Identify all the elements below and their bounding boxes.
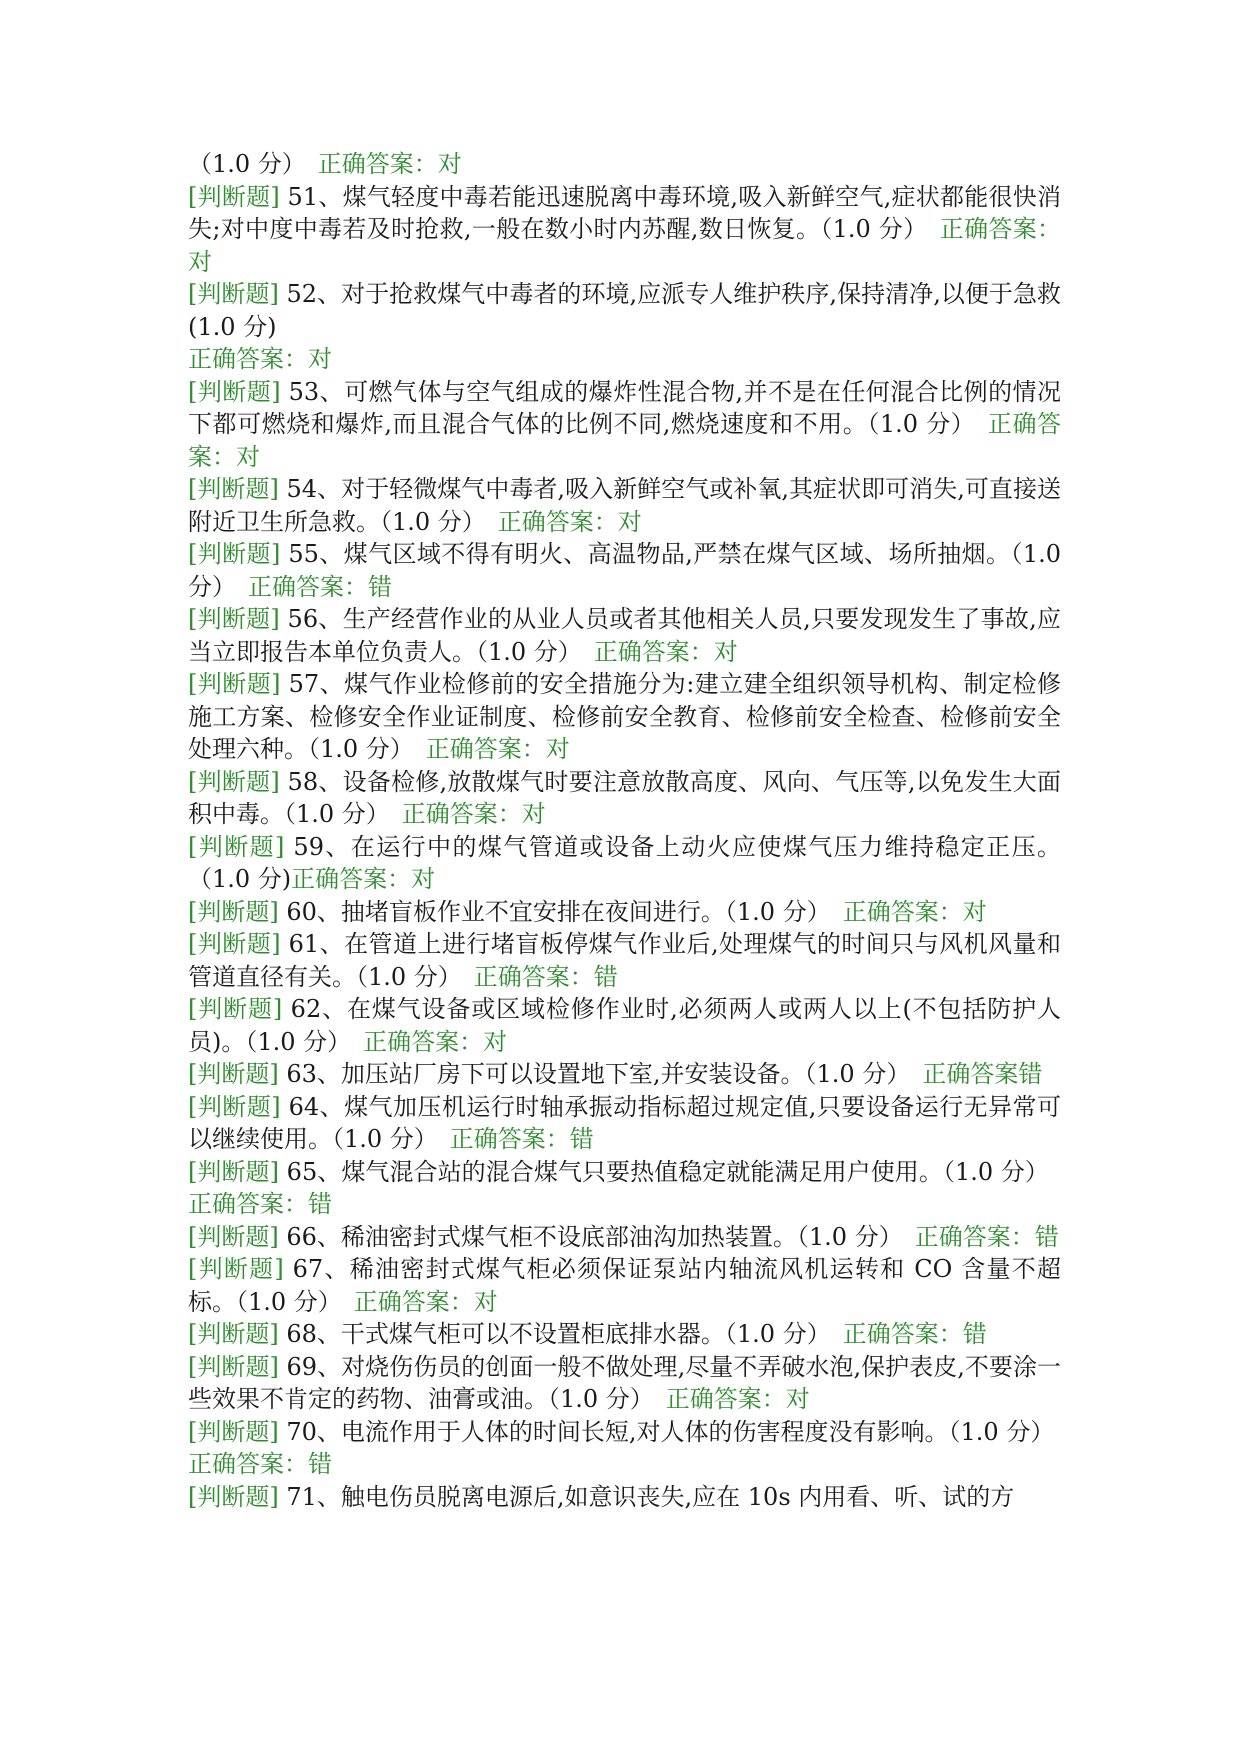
question-text: 66、稀油密封式煤气柜不设底部油沟加热装置。 — [278, 1222, 797, 1251]
question-score: （1.0 分） — [867, 410, 964, 438]
question-type-tag: [判断题] — [188, 475, 279, 503]
correct-answer: 正确答案错 — [898, 1060, 1043, 1088]
correct-answer: 正确答案：对 — [291, 865, 436, 893]
question-score: （1.0 分） — [820, 215, 916, 243]
correct-answer: 正确答案：错 — [890, 1222, 1059, 1251]
correct-answer: 正确答案：对 — [641, 1385, 810, 1413]
question-type-tag: [判断题] — [188, 1222, 279, 1251]
question-item — [188, 993, 1061, 1058]
question-type-tag: [判断题] — [188, 930, 281, 958]
question-text: 58、设备检修,放散煤气时要注意放散高度、风向、气压等,以免发生大面积中毒。 — [188, 767, 1061, 828]
question-score: （1.0 分） — [188, 540, 1062, 601]
question-text: 52、对于抢救煤气中毒者的环境,应派专人维护秩序,保持清净,以便于急救 — [278, 280, 1061, 308]
question-item — [188, 278, 1061, 376]
question-type-tag: [判断题] — [188, 767, 280, 796]
question-item — [188, 1351, 1061, 1416]
question-type-tag: [判断题] — [188, 832, 285, 861]
document-page — [188, 148, 1067, 1513]
question-item — [188, 181, 1061, 279]
correct-answer: 正确答案：对 — [293, 150, 462, 178]
question-type-tag: [判断题] — [188, 670, 281, 698]
question-score: （1.0 分） — [188, 150, 294, 178]
question-text: 65、煤气混合站的混合煤气只要热值稳定就能满足用户使用。 — [278, 1157, 943, 1186]
question-item — [188, 538, 1061, 603]
question-score: （1.0 分） — [236, 1287, 330, 1316]
question-score: （1.0 分） — [332, 1125, 426, 1153]
question-text: 59、在运行中的煤气管道或设备上动火应使煤气压力维持稳定正压。 — [284, 832, 1061, 861]
question-item — [188, 831, 1061, 896]
correct-answer: 正确答案：错 — [818, 1320, 987, 1348]
correct-answer: 正确答案：对 — [401, 735, 570, 763]
question-text: 54、对于轻微煤气中毒者,吸入新鲜空气或补氧,其症状即可消失,可直接送附近卫生所急救。 — [188, 475, 1061, 536]
question-item — [188, 148, 1061, 181]
question-score: (1.0 分) — [188, 312, 277, 341]
question-text: 55、煤气区域不得有明火、高温物品,严禁在煤气区域、场所抽烟。 — [280, 540, 1011, 568]
question-text: 57、煤气作业检修前的安全措施分为:建立建全组织领导机构、制定检修施工方案、检修安全作业证制度、检修前安全教育、检修前安全检查、检修前安全处理六种。 — [188, 670, 1061, 763]
correct-answer: 正确答案：对 — [818, 897, 987, 926]
question-item — [188, 1058, 1061, 1091]
question-score: （1.0 分） — [476, 637, 570, 666]
question-type-tag: [判断题] — [188, 1320, 279, 1348]
question-text: 70、电流作用于人体的时间长短,对人体的伤害程度没有影响。 — [278, 1417, 949, 1446]
question-type-tag: [判断题] — [188, 1060, 279, 1088]
question-type-tag: [判断题] — [188, 995, 283, 1023]
question-score: （1.0 分) — [188, 865, 292, 893]
question-type-tag: [判断题] — [188, 1157, 279, 1186]
question-item — [188, 1481, 1061, 1514]
correct-answer: 正确答案：错 — [224, 572, 392, 601]
question-item — [188, 1221, 1061, 1254]
question-score: （1.0 分） — [724, 1320, 819, 1348]
question-type-tag: [判断题] — [188, 1417, 279, 1446]
question-score: （1.0 分） — [724, 897, 819, 926]
correct-answer: 正确答案：对 — [188, 345, 332, 373]
question-score: （1.0 分） — [308, 735, 402, 763]
question-text: 71、触电伤员脱离电源后,如意识丧失,应在 10s 内用看、听、试的方 — [278, 1482, 1015, 1511]
question-text: 51、煤气轻度中毒若能迅速脱离中毒环境,吸入新鲜空气,症状都能很快消失;对中度中毒若及时抢救,一般在数小时内苏醒,数日恢复。 — [188, 182, 1061, 243]
question-score: （1.0 分） — [284, 800, 378, 828]
question-item — [188, 603, 1061, 668]
correct-answer: 正确答案：对 — [569, 637, 738, 666]
question-item — [188, 376, 1061, 474]
question-type-tag: [判断题] — [188, 1352, 279, 1381]
correct-answer: 正确答案：对 — [188, 410, 1062, 471]
question-item — [188, 896, 1061, 929]
correct-answer: 正确答案：对 — [329, 1287, 498, 1316]
question-type-tag: [判断题] — [188, 897, 279, 926]
correct-answer: 正确答案：对 — [188, 215, 1062, 276]
question-score: （1.0 分） — [356, 962, 450, 991]
question-item — [188, 766, 1061, 831]
question-text: 68、干式煤气柜可以不设置柜底排水器。 — [278, 1320, 725, 1348]
question-item — [188, 1091, 1061, 1156]
question-type-tag: [判断题] — [188, 1482, 279, 1511]
correct-answer: 正确答案：错 — [449, 962, 618, 991]
correct-answer: 正确答案：对 — [339, 1027, 508, 1056]
question-type-tag: [判断题] — [188, 182, 280, 211]
question-item — [188, 473, 1061, 538]
question-text: 62、在煤气设备或区域检修作业时,必须两人或两人以上(不包括防护人员)。 — [188, 995, 1061, 1056]
question-type-tag: [判断题] — [188, 377, 281, 406]
question-type-tag: [判断题] — [188, 1092, 281, 1121]
question-type-tag: [判断题] — [188, 540, 281, 568]
question-score: （1.0 分） — [942, 1157, 1037, 1186]
question-score: （1.0 分） — [380, 507, 474, 536]
correct-answer: 正确答案：错 — [188, 1157, 1061, 1218]
question-item — [188, 1318, 1061, 1351]
question-text: 61、在管道上进行堵盲板停煤气作业后,处理煤气的时间只与风机风量和管道直径有关。 — [188, 930, 1061, 991]
correct-answer: 正确答案：对 — [377, 800, 546, 828]
question-score: （1.0 分） — [796, 1222, 891, 1251]
question-item — [188, 668, 1061, 766]
question-type-tag: [判断题] — [188, 280, 279, 308]
question-item — [188, 1253, 1061, 1318]
question-text: 69、对烧伤伤员的创面一般不做处理,尽量不弄破水泡,保护表皮,不要涂一些效果不肯定的药物、油膏或油。 — [188, 1352, 1061, 1413]
question-text: 63、加压站厂房下可以设置地下室,并安装设备。 — [278, 1060, 805, 1088]
correct-answer: 正确答案：对 — [473, 507, 642, 536]
correct-answer: 正确答案：错 — [188, 1417, 1067, 1478]
question-item — [188, 1156, 1061, 1221]
question-text: 67、稀油密封式煤气柜必须保证泵站内轴流风机运转和 CO 含量不超标。 — [188, 1255, 1061, 1316]
question-type-tag: [判断题] — [188, 605, 280, 633]
question-item — [188, 928, 1061, 993]
question-text: 56、生产经营作业的从业人员或者其他相关人员,只要发现发生了事故,应当立即报告本单位负责人。 — [188, 605, 1061, 666]
question-score: （1.0 分） — [245, 1027, 340, 1056]
correct-answer: 正确答案：错 — [425, 1125, 594, 1153]
question-type-tag: [判断题] — [188, 1255, 284, 1283]
question-score: （1.0 分） — [948, 1417, 1043, 1446]
question-text: 64、煤气加压机运行时轴承振动指标超过规定值,只要设备运行无异常可以继续使用。 — [188, 1092, 1061, 1153]
question-text: 53、可燃气体与空气组成的爆炸性混合物,并不是在任何混合比例的情况下都可燃烧和爆炸,而且混合气体的比例不同,燃烧速度和不用。 — [188, 377, 1061, 438]
question-score: （1.0 分） — [548, 1385, 642, 1413]
question-score: （1.0 分） — [804, 1060, 899, 1088]
question-text: 60、抽堵盲板作业不宜安排在夜间进行。 — [278, 897, 725, 926]
question-item — [188, 1416, 1067, 1481]
